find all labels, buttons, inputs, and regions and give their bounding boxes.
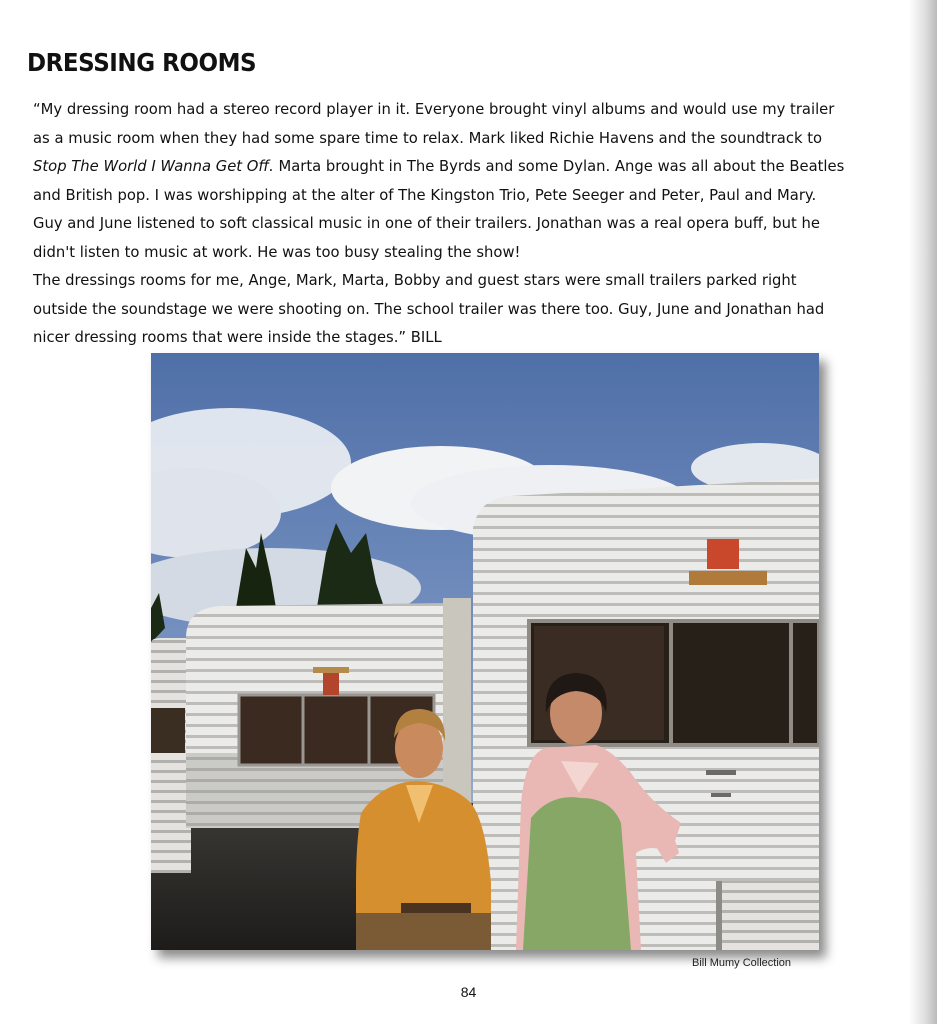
quote-line-1: “My dressing room had a stereo record player in it. Everyone brought vinyl albums and would use my trailer	[33, 100, 835, 118]
quote-line-7: The dressings rooms for me, Ange, Mark, Marta, Bobby and guest stars were small trailers parked right	[33, 271, 797, 289]
quote-line-4: and British pop. I was worshipping at the alter of The Kingston Trio, Pete Seeger and Peter, Paul and Mary.	[33, 185, 817, 204]
quote-line-3-rest: Marta brought in The Byrds and some Dylan. Ange was all about the Beatles	[278, 157, 845, 175]
page-title: DRESSING ROOMS	[27, 48, 257, 77]
quote-line-6: didn't listen to music at work. He was too busy stealing the show!	[33, 242, 521, 261]
page-number: 84	[460, 984, 477, 1000]
quote-text	[33, 95, 933, 352]
quote-line-8: outside the soundstage we were shooting on. The school trailer was there too. Guy, June and Jonathan had	[33, 299, 825, 318]
photo-credit: Bill Mumy Collection	[692, 957, 792, 969]
quote-line-5: Guy and June listened to soft classical music in one of their trailers. Jonathan was a real opera buff, but he	[33, 214, 820, 232]
quote-line-9: nicer dressing rooms that were inside the stages.” BILL	[33, 328, 442, 346]
film-title: Stop The World I Wanna Get Off.	[33, 157, 274, 175]
quote-line-3	[33, 152, 920, 181]
quote-line-2: as a music room when they had some spare time to relax. Mark liked Richie Havens and the soundtrack to	[33, 128, 823, 147]
trailers-photo	[151, 353, 819, 950]
